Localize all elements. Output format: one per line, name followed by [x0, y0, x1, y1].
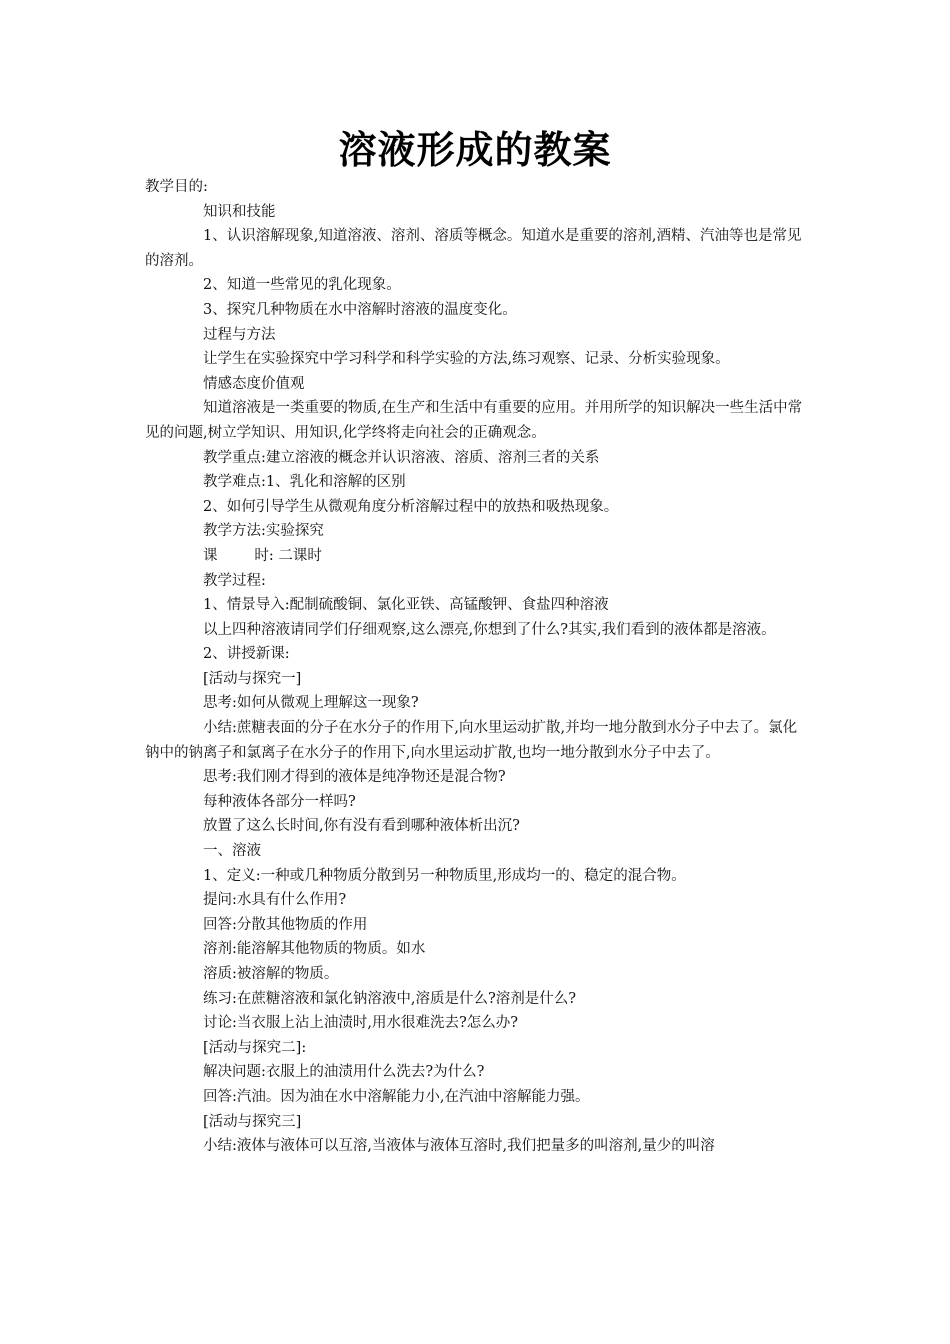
- paragraph: 教学目的:: [145, 179, 208, 195]
- paragraph: 3、探究几种物质在水中溶解时溶液的温度变化。: [203, 301, 517, 318]
- paragraph: 解决问题:衣服上的油渍用什么洗去?为什么?: [203, 1064, 485, 1081]
- paragraph: 思考:如何从微观上理解这一现象?: [203, 695, 419, 712]
- paragraph: 让学生在实验探究中学习科学和科学实验的方法,练习观察、记录、分析实验现象。: [203, 351, 730, 368]
- paragraph: 情感态度价值观: [203, 375, 305, 392]
- paragraph: [活动与探究三]: [203, 1113, 302, 1130]
- paragraph: 2、如何引导学生从微观角度分析溶解过程中的放热和吸热现象。: [203, 498, 619, 515]
- paragraph: [活动与探究二]:: [203, 1039, 307, 1056]
- document-body: [145, 175, 810, 1159]
- paragraph: 1、认识溶解现象,知道溶液、溶剂、溶质等概念。知道水是重要的溶剂,酒精、汽油等也是常见的溶剂。: [145, 228, 802, 269]
- paragraph: [活动与探究一]: [203, 670, 302, 687]
- paragraph: 教学方法:实验探究: [203, 523, 324, 540]
- paragraph: 教学重点:建立溶液的概念并认识溶液、溶质、溶剂三者的关系: [203, 449, 600, 466]
- paragraph: 回答:分散其他物质的作用: [203, 916, 368, 933]
- paragraph: 1、定义:一种或几种物质分散到另一种物质里,形成均一的、稳定的混合物。: [203, 867, 686, 884]
- document-title: 溶液形成的教案: [338, 128, 612, 172]
- paragraph: 放置了这么长时间,你有没有看到哪种液体析出沉?: [203, 818, 520, 835]
- paragraph: 课 时: 二课时: [203, 547, 322, 564]
- paragraph: 过程与方法: [203, 326, 276, 343]
- paragraph: 教学过程:: [203, 572, 266, 589]
- paragraph: 一、溶液: [203, 843, 261, 860]
- paragraph: 2、讲授新课:: [203, 646, 290, 663]
- paragraph: 溶质:被溶解的物质。: [203, 966, 339, 982]
- paragraph: 练习:在蔗糖溶液和氯化钠溶液中,溶质是什么?溶剂是什么?: [203, 990, 577, 1007]
- paragraph: 1、情景导入:配制硫酸铜、氯化亚铁、高锰酸钾、食盐四种溶液: [203, 597, 609, 614]
- paragraph: 知道溶液是一类重要的物质,在生产和生活中有重要的应用。并用所学的知识解决一些生活中常见的问题,树立学知识、用知识,化学终将走向社会的正确观念。: [145, 400, 803, 441]
- paragraph: 知识和技能: [203, 203, 276, 220]
- paragraph: 回答:汽油。因为油在水中溶解能力小,在汽油中溶解能力强。: [203, 1088, 590, 1105]
- paragraph: 溶剂:能溶解其他物质的物质。如水: [203, 941, 426, 958]
- paragraph: 小结:蔗糖表面的分子在水分子的作用下,向水里运动扩散,并均一地分散到水分子中去了。氯化钠中的钠离子和氯离子在水分子的作用下,向水里运动扩散,也均一地分散到水分子中去了。: [145, 720, 798, 761]
- paragraph: 讨论:当衣服上沾上油渍时,用水很难洗去?怎么办?: [203, 1015, 519, 1032]
- paragraph: 每种液体各部分一样吗?: [203, 793, 356, 810]
- paragraph: 小结:液体与液体可以互溶,当液体与液体互溶时,我们把量多的叫溶剂,量少的叫溶: [203, 1138, 715, 1155]
- paragraph: 思考:我们刚才得到的液体是纯净物还是混合物?: [203, 769, 506, 786]
- paragraph: 提问:水具有什么作用?: [203, 892, 347, 909]
- paragraph: 2、知道一些常见的乳化现象。: [203, 277, 401, 294]
- paragraph: 教学难点:1、乳化和溶解的区别: [203, 474, 406, 491]
- paragraph: 以上四种溶液请同学们仔细观察,这么漂亮,你想到了什么?其实,我们看到的液体都是溶液。: [203, 621, 776, 638]
